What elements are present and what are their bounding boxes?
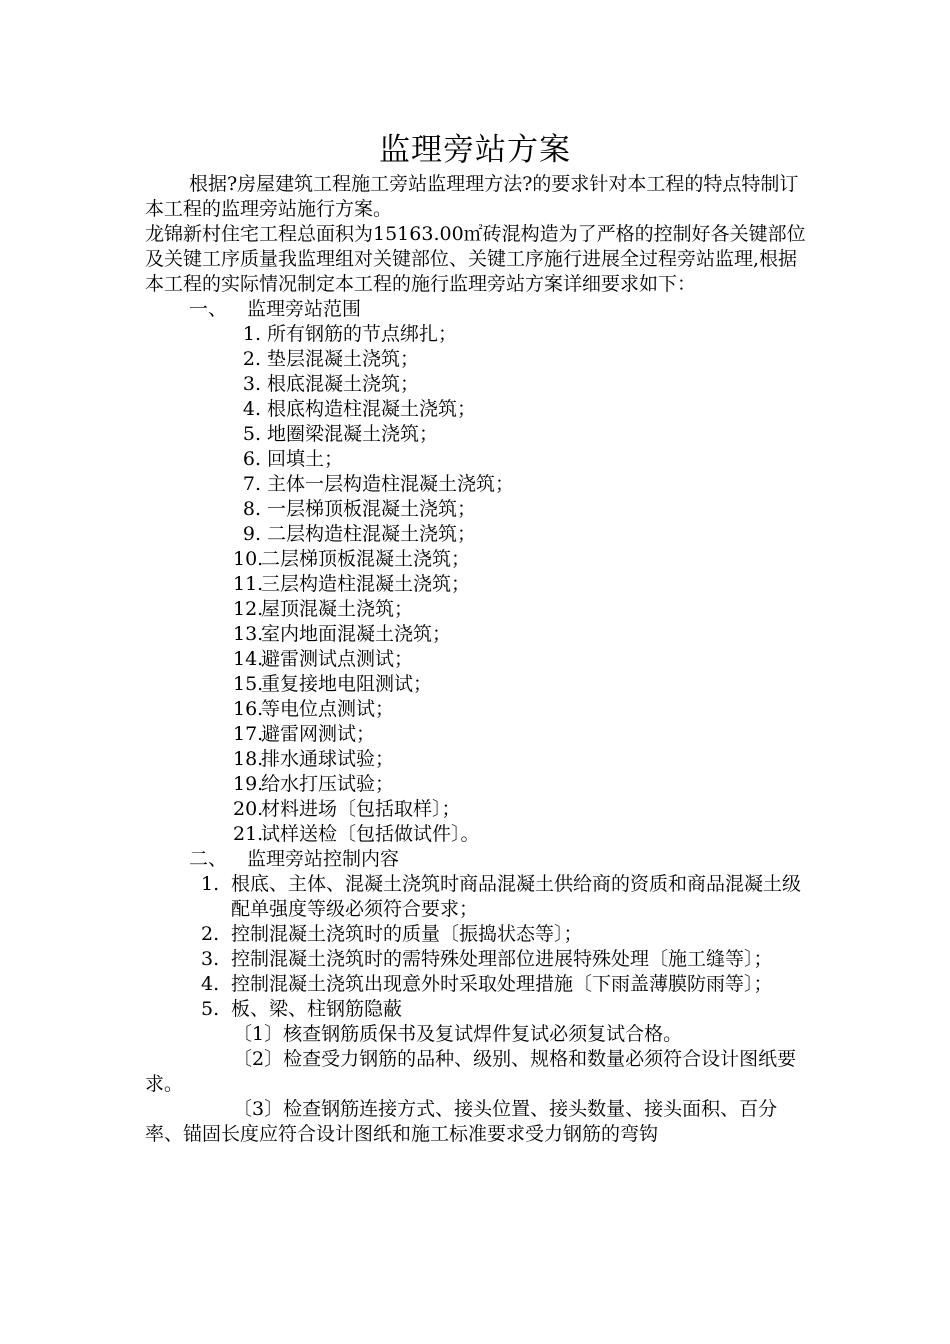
section-2-heading	[145, 847, 815, 872]
list-item: 4. 根底构造柱混凝土浇筑；	[242, 398, 477, 420]
list-item: 14.避雷测试点测试；	[233, 648, 414, 670]
list-item: 3. 根底混凝土浇筑；	[242, 373, 420, 395]
intro-paragraph-2: 龙锦新村住宅工程总面积为15163.00㎡砖混构造为了严格的控制好各关键部位及关键工序质量我监理组对关键部位、关键工序施行进展全过程旁站监理,根据本工程的实际情况制定本工程的施行监理旁站方案详细要求如下：	[145, 223, 806, 295]
list-item: 19.给水打压试验；	[233, 773, 395, 795]
intro-paragraph-1: 根据?房屋建筑工程施工旁站监理理方法?的要求针对本工程的特点特制订本工程的监理旁站施行方案。	[145, 173, 799, 220]
list-item: 12.屋顶混凝土浇筑；	[233, 598, 414, 620]
document-title: 监理旁站方案	[379, 132, 571, 168]
list-item: 6. 回填土；	[242, 448, 344, 470]
list-item: 2. 垫层混凝土浇筑；	[242, 348, 420, 370]
list-item: 1. 所有钢筋的节点绑扎；	[242, 323, 458, 345]
sub-item-3: 〔3〕检查钢筋连接方式、接头位置、接头数量、接头面积、百分率、锚固长度应符合设计图纸和施工标准要求受力钢筋的弯钩	[145, 1098, 778, 1145]
sub-item-1: 〔1〕核查钢筋质保书及复试焊件复试必须复试合格。	[233, 1023, 683, 1045]
list-item: 20.材料进场〔包括取样〕；	[233, 798, 461, 820]
list-item: 9. 二层构造柱混凝土浇筑；	[242, 523, 477, 545]
section-2-number: 二、	[189, 848, 228, 870]
list-item: 13.室内地面混凝土浇筑；	[233, 623, 452, 645]
list-item: 2. 控制混凝土浇筑时的质量〔振捣状态等〕；	[201, 923, 583, 945]
list-item: 1. 根底、主体、混凝土浇筑时商品混凝土供给商的资质和商品混凝土级配单强度等级必须符合要求；	[201, 873, 802, 920]
section-1-number: 一、	[189, 298, 228, 320]
section-2-list	[145, 872, 815, 1022]
list-item: 7. 主体一层构造柱混凝土浇筑；	[242, 473, 515, 495]
list-item: 5. 板、梁、柱钢筋隐蔽	[201, 998, 403, 1020]
list-item: 17.避雷网测试；	[233, 723, 376, 745]
list-item: 21.试样送检〔包括做试件〕。	[233, 823, 480, 845]
list-item: 10.二层梯顶板混凝土浇筑；	[233, 548, 471, 570]
list-item: 16.等电位点测试；	[233, 698, 395, 720]
list-item: 18.排水通球试验；	[233, 748, 395, 770]
section-1-heading	[145, 297, 815, 322]
section-1-list	[145, 322, 815, 847]
list-item: 15.重复接地电阻测试；	[233, 673, 433, 695]
list-item: 5. 地圈梁混凝土浇筑；	[242, 423, 439, 445]
list-item: 3. 控制混凝土浇筑时的需特殊处理部位进展特殊处理〔施工缝等〕；	[201, 948, 773, 970]
section-1-title: 监理旁站范围	[247, 298, 362, 320]
list-item: 11.三层构造柱混凝土浇筑；	[233, 573, 471, 595]
list-item: 8. 一层梯顶板混凝土浇筑；	[242, 498, 477, 520]
sub-item-2: 〔2〕检查受力钢筋的品种、级别、规格和数量必须符合设计图纸要求。	[145, 1048, 797, 1095]
document-body	[145, 172, 815, 1147]
section-2-title: 监理旁站控制内容	[247, 848, 400, 870]
list-item: 4. 控制混凝土浇筑出现意外时采取处理措施〔下雨盖薄膜防雨等〕；	[201, 973, 773, 995]
